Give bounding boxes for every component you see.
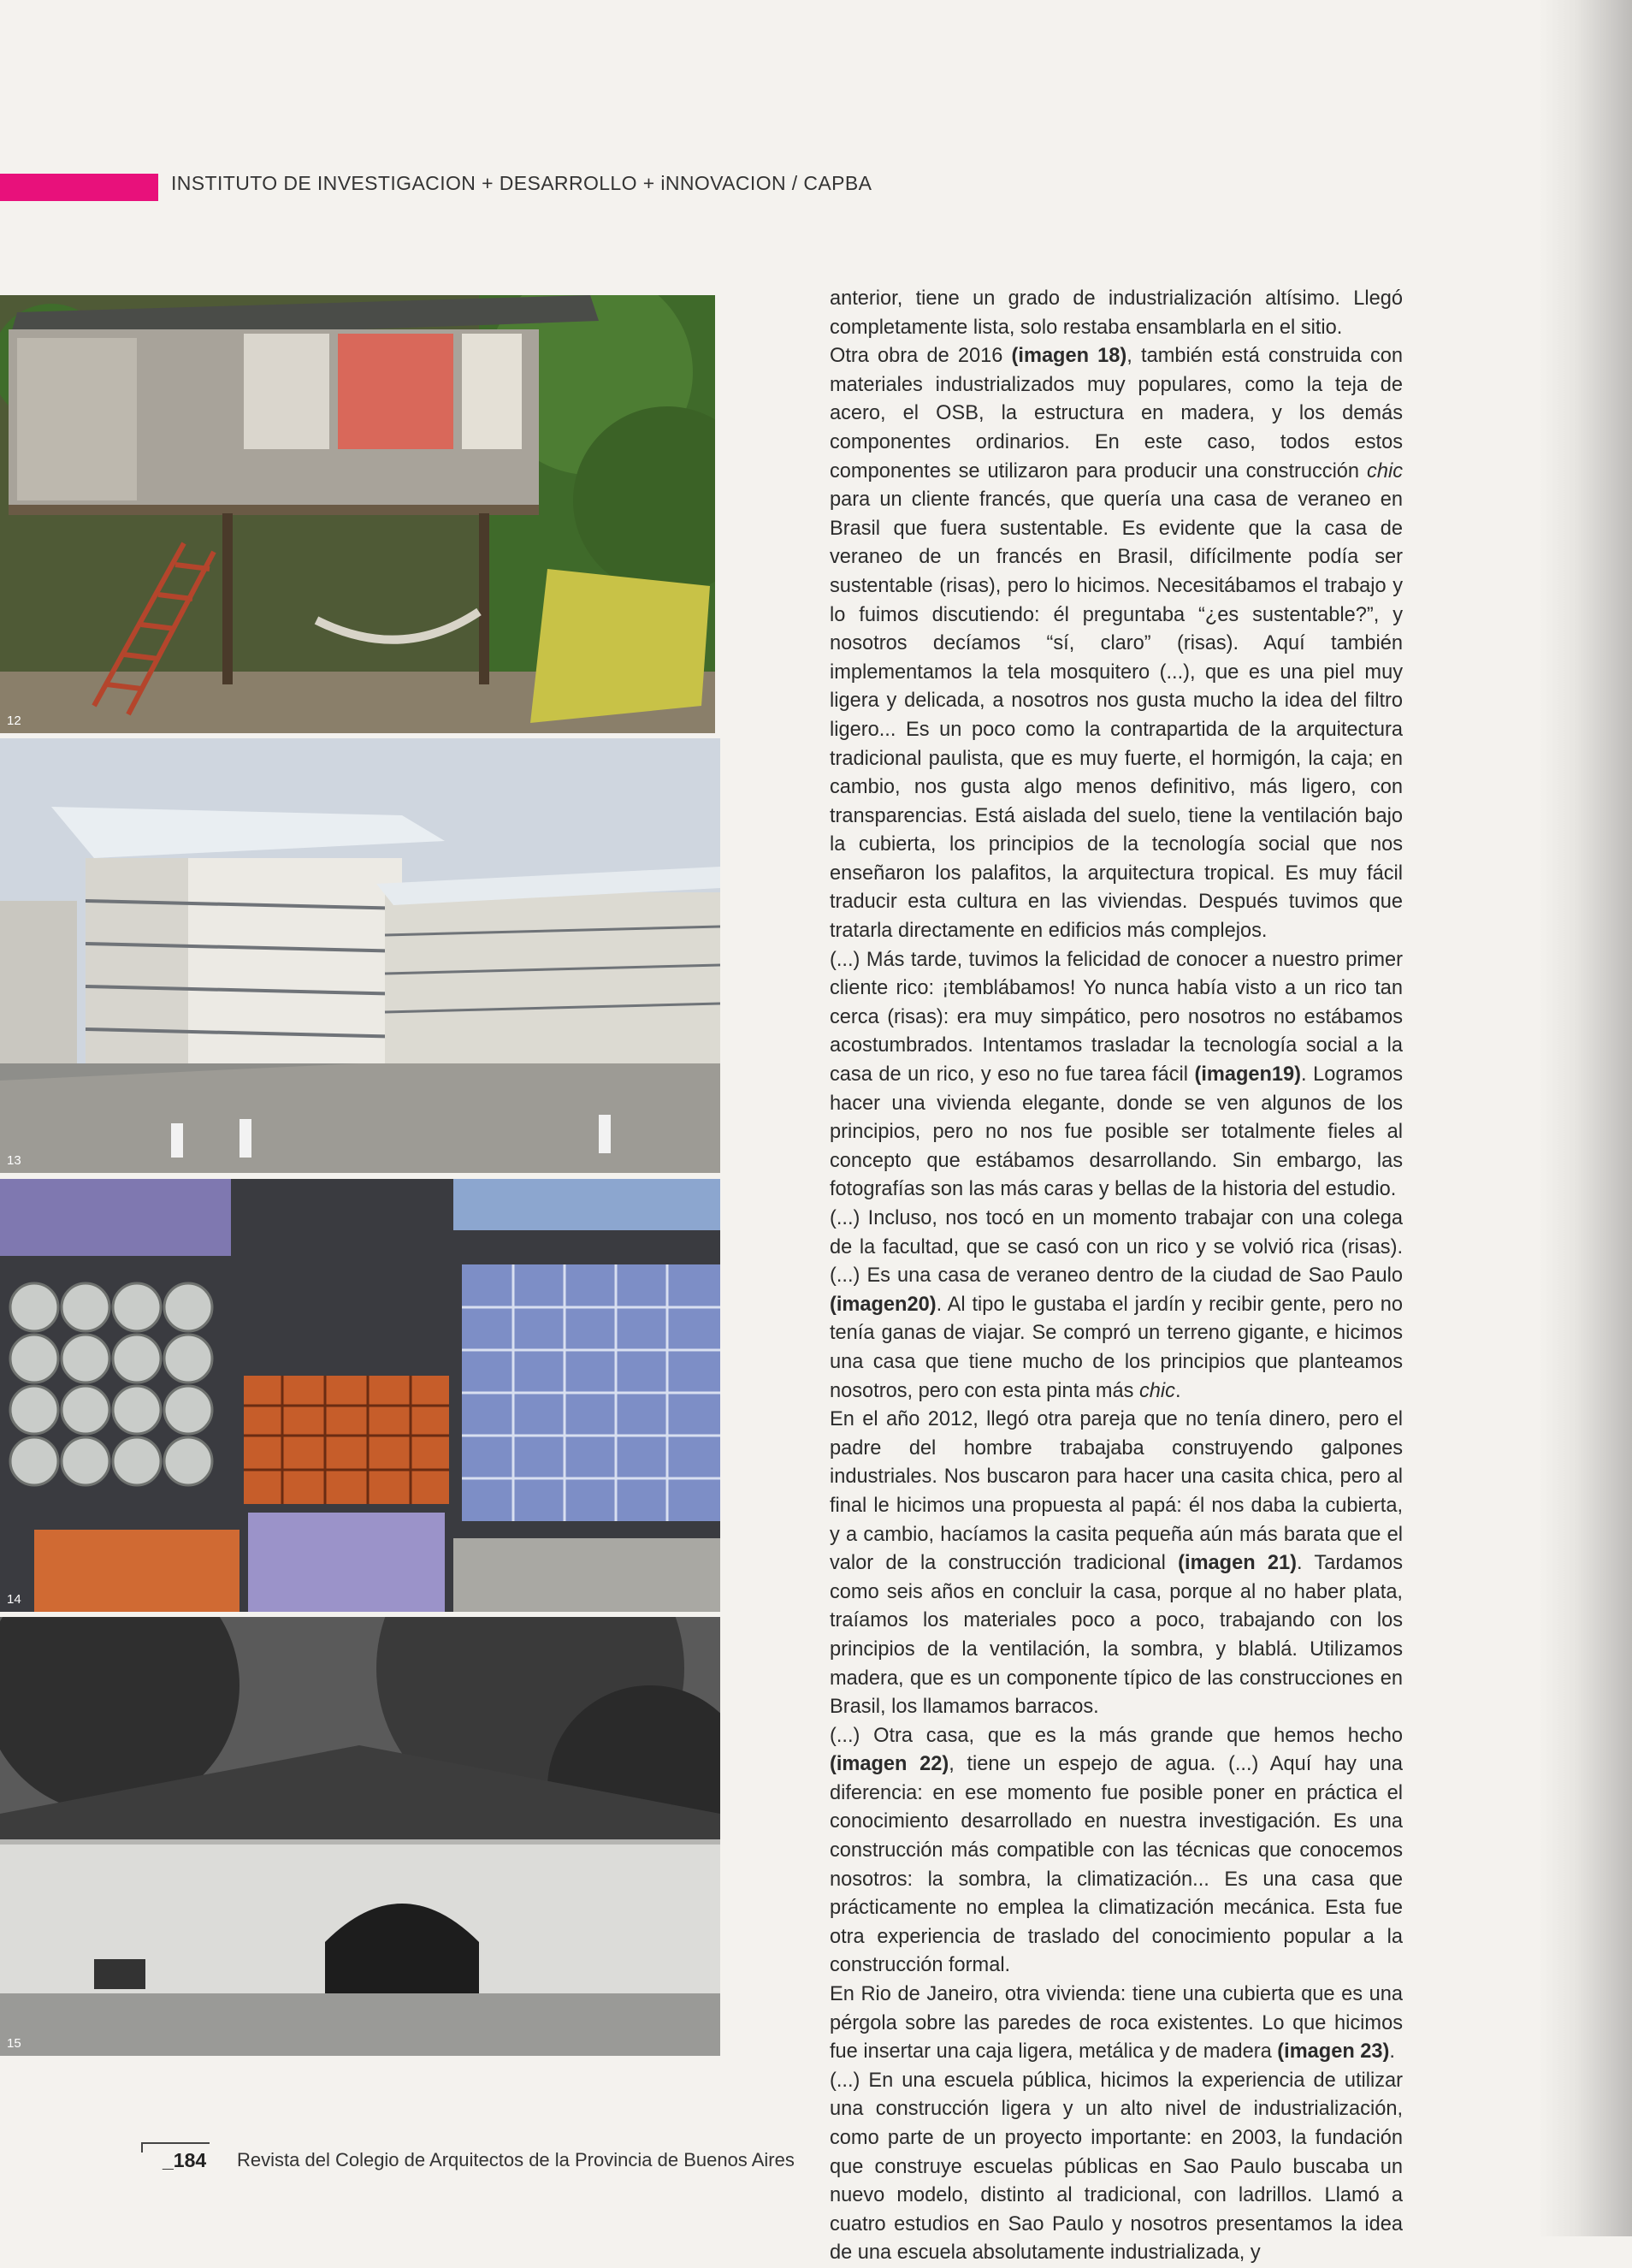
image-reference: (imagen 22): [830, 1753, 949, 1776]
page-edge-shadow: [1538, 0, 1632, 2236]
paragraph-text: (...) Otra casa, que es la más grande que hemos hecho: [830, 1724, 1403, 1747]
paragraph-text: . Al tipo le gustaba el jardín y recibir gente, pero no tenía ganas de viajar. Se compró un terreno gigante, e hicimos una casa que tiene mucho de los principios que planteamos nosotros, pero con esta pinta más: [830, 1293, 1403, 1402]
house-entrance-illustration: [0, 1617, 720, 2056]
paragraph-text: .: [1174, 1379, 1181, 1402]
article-paragraph: [830, 1205, 1403, 1406]
footer-rule-tick: [141, 2142, 143, 2153]
italic-term: chic: [1138, 1379, 1175, 1402]
figure-number: 12: [7, 714, 21, 728]
header-accent-bar: [0, 174, 158, 201]
image-reference: (imagen19): [1194, 1063, 1302, 1087]
article-paragraph: [830, 2067, 1403, 2268]
paragraph-text: . Tardamos como seis años en concluir la casa, porque al no haber plata, traíamos los materiales poco a poco, trabajando con los principios de la ventilación, la sombra, y blablá. Utilizamos madera, que es un componente típico de las construcciones en Brasil, los llamamos barracos.: [830, 1552, 1403, 1719]
footer-rule: [141, 2142, 210, 2144]
image-reference: (imagen 23): [1277, 2040, 1390, 2064]
paragraph-text: .: [1389, 2040, 1395, 2064]
italic-term: chic: [1367, 459, 1403, 483]
article-paragraph: [830, 1981, 1403, 2067]
section-header: INSTITUTO DE INVESTIGACION + DESARROLLO + iNNOVACION / CAPBA: [171, 172, 872, 194]
paragraph-text: , tiene un espejo de agua. (...) Aquí hay una diferencia: en ese momento fue posible poner en práctica el conocimiento desarrollado en nuestra investigación. Es una construcción más compatible con las técnicas que conocemos nosotros: la sombra, la climatización... Es una casa que prácticamente no emplea la climatización mecánica. Esta fue otra experiencia de traslado del conocimiento popular a la construcción formal.: [830, 1753, 1403, 1977]
paragraph-text: . Logramos hacer una vivienda elegante, donde se ven algunos de los principios, pero no nos fue posible ser totalmente fieles al concepto que estábamos desarrollando. Sin embargo, las fotografías son las más caras y bellas de la historia del estudio.: [830, 1063, 1403, 1201]
paragraph-text: para un cliente francés, que quería una casa de veraneo en Brasil que fuera sustentable. Es evidente que la casa de veraneo de un francés en Brasil, difícilmente podía ser sustentable (risas), pero lo hicimos. Necesitábamos el trabajo y lo fuimos discutiendo: él preguntaba “¿es sustentable?”, y nosotros decíamos “sí, claro” (risas). Aquí también implementamos la tela mosquitero (...), que es una piel muy ligera y delicada, a nosotros nos gusta mucho la idea del filtro ligero... Es un poco como la contrapartida de la arquitectura tradicional paulista, que es muy fuerte, el hormigón, la caja; en cambio, nos gusta algo menos definitivo, más ligero, con transparencias. Está aislada del suelo, tiene la ventilación bajo la cubierta, los principios de la tecnología social que nos enseñaron los palafitos, la arquitectura tropical. Es muy fácil traducir esta cultura en las viviendas. Después tuvimos que tratarla directamente en edificios más complejos.: [830, 489, 1403, 943]
article-paragraph: [830, 342, 1403, 945]
paragraph-text: (...) Más tarde, tuvimos la felicidad de conocer a nuestro primer cliente rico: ¡temblábamos! Yo nunca había visto a un rico tan cerca (risas): era muy simpático, pero nosotros no estábamos acostumbrados. Intentamos trasladar la tecnología social a la casa de un rico, y eso no fue tarea fácil: [830, 948, 1403, 1087]
figure-13-building-photo: [0, 738, 720, 1173]
figure-number: 15: [7, 2036, 21, 2051]
image-reference: (imagen 18): [1011, 345, 1127, 368]
article-paragraph: [830, 285, 1403, 342]
paragraph-text: Otra obra de 2016: [830, 345, 1012, 368]
figure-14-steel-tubes-photo: [0, 1179, 720, 1612]
paragraph-text: En el año 2012, llegó otra pareja que no tenía dinero, pero el padre del hombre trabajaba construyendo galpones industriales. Nos buscaron para hacer una casita chica, pero al final le hicimos una propuesta al papá: él nos daba la cubierta, y a cambio, hacíamos la casita pequeña aún más barata que el valor de la construcción tradicional: [830, 1408, 1403, 1575]
figure-12-stilt-house-photo: [0, 295, 715, 733]
image-reference: (imagen 21): [1178, 1552, 1297, 1575]
article-paragraph: [830, 946, 1403, 1205]
figure-15-house-entrance-photo: [0, 1617, 720, 2056]
paragraph-text: (...) En una escuela pública, hicimos la experiencia de utilizar una construcción ligera y un alto nivel de industrialización, como parte de un proyecto importante: en 2003, la fundación que construye escuelas públicas en Sao Paulo buscaba un nuevo modelo, distinto al tradicional, con ladrillos. Llamó a cuatro estudios en Sao Paulo y nosotros presentamos la idea de una escuela absolutamente industrializada, y: [830, 2069, 1403, 2265]
paragraph-text: , también está construida con materiales industrializados muy populares, como la teja de acero, el OSB, la estructura en madera, y los demás componentes ordinarios. En este caso, todos estos componentes se utilizaron para producir una construcción: [830, 345, 1403, 483]
building-illustration: [0, 738, 720, 1173]
stilt-house-illustration: [0, 295, 715, 733]
paragraph-text: anterior, tiene un grado de industrialización altísimo. Llegó completamente lista, solo restaba ensamblarla en el sitio.: [830, 287, 1403, 339]
page-number: _184: [163, 2149, 207, 2171]
publication-title: Revista del Colegio de Arquitectos de la Provincia de Buenos Aires: [237, 2149, 795, 2170]
figure-number: 14: [7, 1592, 21, 1607]
article-body: [830, 285, 1403, 2268]
paragraph-text: En Rio de Janeiro, otra vivienda: tiene una cubierta que es una pérgola sobre las paredes de roca existentes. Lo que hicimos fue insertar una caja ligera, metálica y de madera: [830, 1983, 1403, 2064]
figure-number: 13: [7, 1153, 21, 1168]
image-reference: (imagen20): [830, 1293, 937, 1316]
paragraph-text: (...) Incluso, nos tocó en un momento trabajar con una colega de la facultad, que se casó con un rico y se volvió rica (risas). (...) Es una casa de veraneo dentro de la ciudad de Sao Paulo: [830, 1207, 1403, 1288]
steel-tubes-illustration: [0, 1179, 720, 1612]
article-paragraph: [830, 1406, 1403, 1722]
article-paragraph: [830, 1722, 1403, 1981]
